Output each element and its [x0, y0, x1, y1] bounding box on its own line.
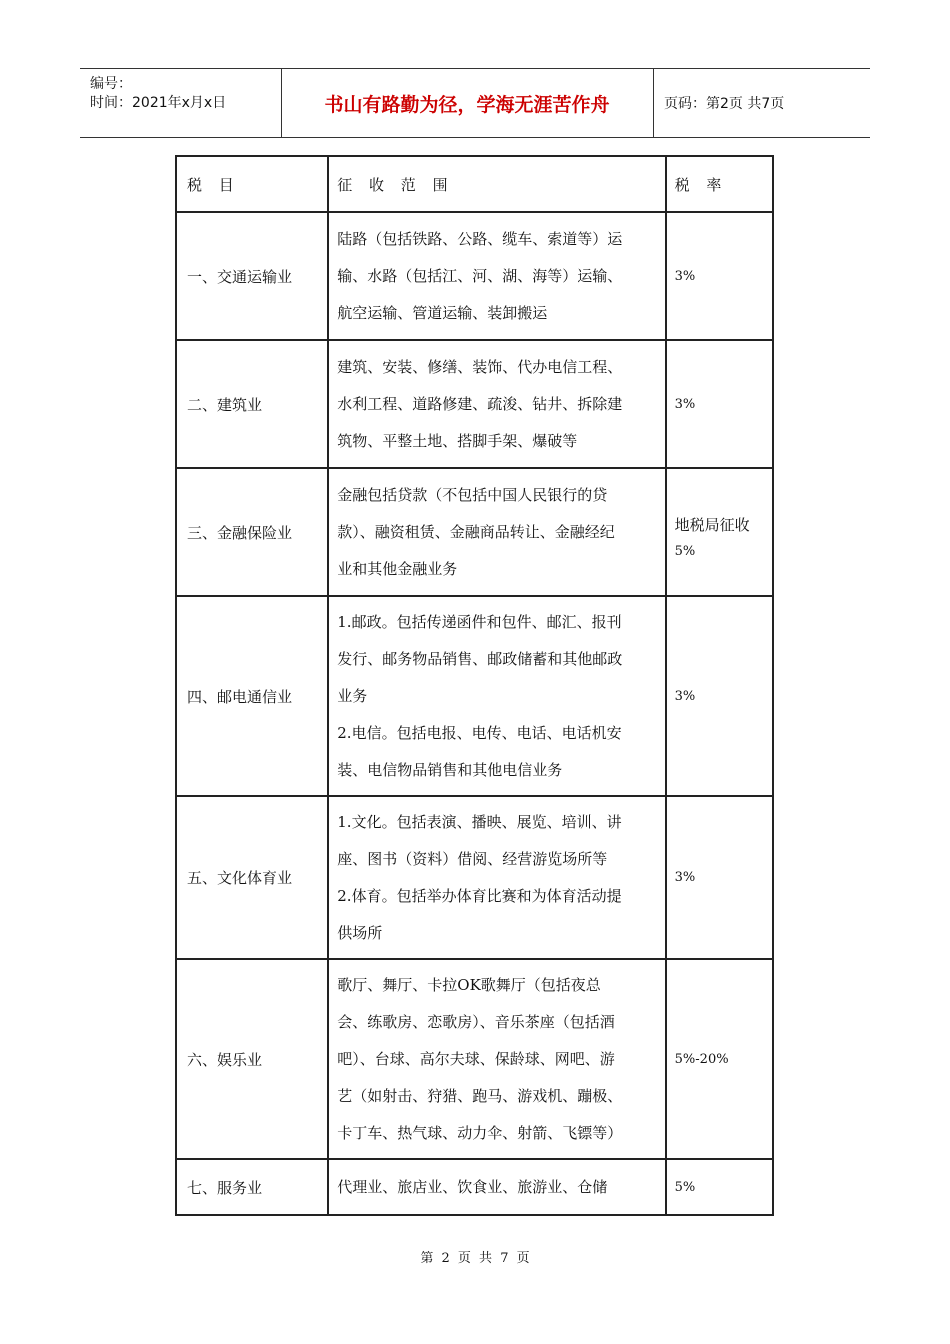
page-header	[80, 68, 870, 138]
tax-rate: 3%	[667, 597, 772, 797]
tax-item-name: 七、服务业	[177, 1160, 329, 1214]
tax-rate: 3%	[667, 341, 772, 469]
rate-note: 地税局征收	[674, 515, 750, 534]
scope-line: 歌厅、舞厅、卡拉OK歌舞厅（包括夜总	[337, 975, 601, 994]
tax-scope	[329, 213, 666, 341]
tax-scope	[329, 597, 666, 797]
table-row	[177, 1160, 772, 1214]
tax-item-name: 三、金融保险业	[177, 469, 329, 597]
scope-line: 代理业、旅店业、饮食业、旅游业、仓储	[337, 1177, 608, 1196]
scope-line: 建筑、安装、修缮、装饰、代办电信工程、	[337, 357, 623, 376]
tax-item-name: 一、交通运输业	[177, 213, 329, 341]
tax-rate: 3%	[667, 213, 772, 341]
scope-line: 会、练歌房、恋歌房）、音乐茶座（包括酒	[337, 1012, 615, 1031]
scope-line: 吧）、台球、高尔夫球、保龄球、网吧、游	[337, 1049, 615, 1068]
tax-item-name: 二、建筑业	[177, 341, 329, 469]
header-motto: 书山有路勤为径，学海无涯苦作舟	[281, 69, 654, 137]
tax-scope	[329, 341, 666, 469]
tax-scope	[329, 469, 666, 597]
scope-line: 航空运输、管道运输、装卸搬运	[337, 303, 548, 322]
scope-line: 装、电信物品销售和其他电信业务	[337, 760, 563, 779]
tax-scope	[329, 797, 666, 960]
scope-line: 输、水路（包括江、河、湖、海等）运输、	[337, 266, 623, 285]
tax-rate: 5%	[674, 1179, 696, 1195]
scope-line: 艺（如射击、狩猎、跑马、游戏机、蹦极、	[337, 1086, 623, 1105]
table-row	[177, 469, 772, 597]
table-row	[177, 213, 772, 341]
tax-item-name: 六、娱乐业	[177, 960, 329, 1160]
table-row	[177, 597, 772, 797]
header-rate: 税 率	[667, 157, 772, 213]
scope-line: 2.电信。包括电报、电传、电话、电话机安	[337, 723, 622, 742]
scope-line: 金融包括贷款（不包括中国人民银行的贷	[337, 485, 608, 504]
tax-scope	[329, 960, 666, 1160]
scope-line: 卡丁车、热气球、动力伞、射箭、飞镖等）	[337, 1123, 623, 1142]
scope-line: 发行、邮务物品销售、邮政储蓄和其他邮政	[337, 649, 623, 668]
tax-rate-cell	[667, 469, 772, 597]
tax-item-name: 四、邮电通信业	[177, 597, 329, 797]
scope-line: 业务	[337, 686, 368, 705]
scope-line: 陆路（包括铁路、公路、缆车、索道等）运	[337, 229, 623, 248]
header-tax-item: 税 目	[177, 157, 329, 213]
tax-rate: 5%	[674, 543, 696, 559]
header-page-number: 页码：第2页 共7页	[664, 96, 785, 112]
scope-line: 座、图书（资料）借阅、经营游览场所等	[337, 849, 608, 868]
page-footer: 第 2 页 共 7 页	[420, 1251, 530, 1266]
scope-line: 水利工程、道路修建、疏浚、钻井、拆除建	[337, 394, 623, 413]
table-row	[177, 341, 772, 469]
tax-rate: 3%	[667, 797, 772, 960]
scope-line: 供场所	[337, 923, 383, 942]
tax-rate: 5%-20%	[667, 960, 772, 1160]
header-scope: 征 收 范 围	[329, 157, 666, 213]
tax-item-name: 五、文化体育业	[177, 797, 329, 960]
scope-line: 2.体育。包括举办体育比赛和为体育活动提	[337, 886, 622, 905]
scope-line: 1.邮政。包括传递函件和包件、邮汇、报刊	[337, 612, 622, 631]
header-meta	[80, 69, 282, 137]
table-row	[177, 960, 772, 1160]
scope-line: 筑物、平整土地、搭脚手架、爆破等	[337, 431, 578, 450]
scope-line: 1.文化。包括表演、播映、展览、培训、讲	[337, 812, 622, 831]
time-label: 时间：2021年x月x日	[90, 95, 227, 111]
scope-line: 款）、融资租赁、金融商品转让、金融经纪	[337, 522, 615, 541]
tax-table	[175, 155, 774, 1216]
table-row	[177, 797, 772, 960]
scope-line: 业和其他金融业务	[337, 559, 458, 578]
number-label: 编号：	[90, 76, 132, 92]
tax-scope	[329, 1160, 666, 1214]
table-header-row	[177, 157, 772, 213]
